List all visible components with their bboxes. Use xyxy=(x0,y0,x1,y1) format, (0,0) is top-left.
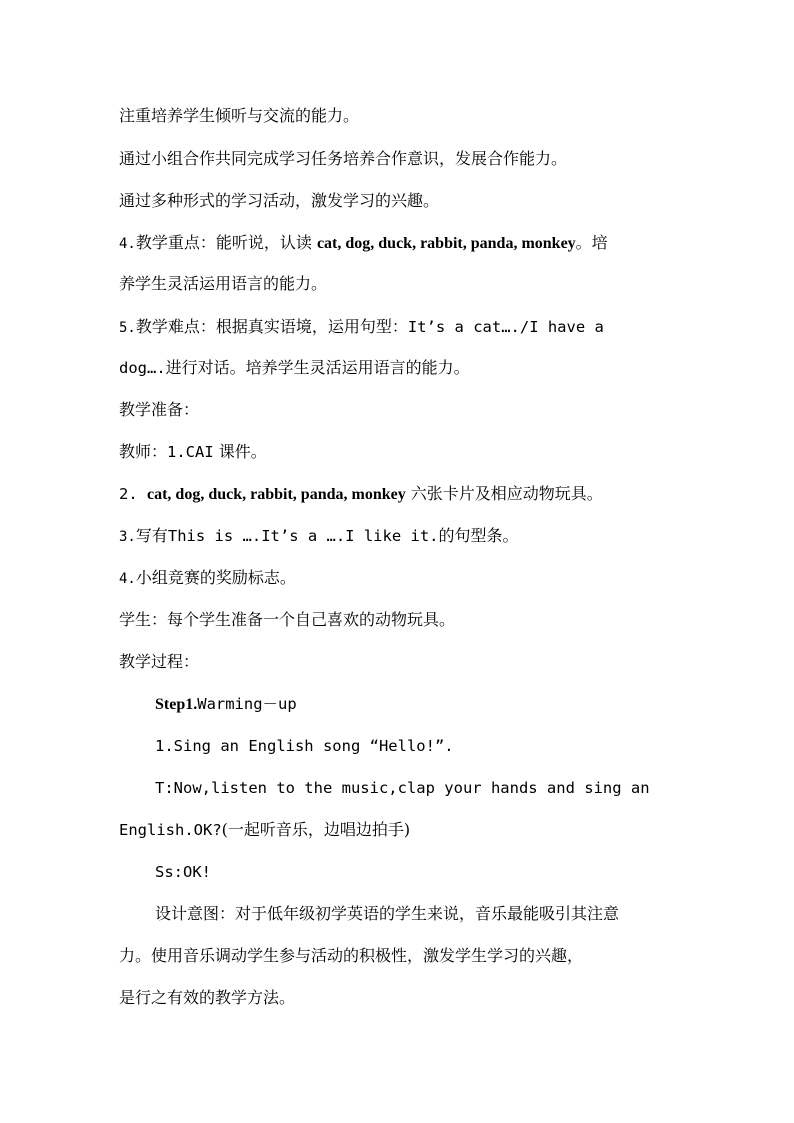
line-text: 教学准备： xyxy=(119,400,200,419)
vocabulary-words: cat, dog, duck, rabbit, panda, monkey xyxy=(147,486,406,503)
line-text: (一起听音乐，边唱边拍手) xyxy=(221,820,411,839)
line-text: 小组竞赛的奖励标志。 xyxy=(135,568,296,587)
line-text: 学生：每个学生准备一个自己喜欢的动物玩具。 xyxy=(119,610,456,629)
vocabulary-words: cat, dog, duck, rabbit, panda, monkey xyxy=(316,235,576,252)
step-title: Warming－up xyxy=(197,695,297,713)
line-text: 课件。 xyxy=(213,442,267,461)
line-text: 进行对话。培养学生灵活运用语言的能力。 xyxy=(165,358,470,377)
text-line-3 xyxy=(119,190,439,212)
line-text: 的句型条。 xyxy=(438,526,519,545)
step1-heading xyxy=(155,693,297,716)
list-number: 2. xyxy=(119,485,147,503)
line-text: 通过多种形式的学习活动，激发学习的兴趣。 xyxy=(119,191,440,210)
reward-line xyxy=(119,567,296,590)
text-line-2 xyxy=(119,148,567,170)
sentence-pattern: dog…. xyxy=(119,359,166,377)
sentence-pattern: This is ….It’s a ….I like it. xyxy=(167,527,439,545)
text-line-1 xyxy=(119,105,359,127)
line-text: 1.Sing an English song “Hello!”. xyxy=(155,737,454,755)
design-intent-cont-1 xyxy=(119,945,583,967)
line-text: 教学重点：能听说，认读 xyxy=(135,233,317,252)
item-text: 1.CAI xyxy=(167,443,214,461)
teacher-speech-cont xyxy=(119,819,410,841)
line-text: T:Now,listen to the music,clap your hands and sing an xyxy=(155,779,650,797)
design-intent-line xyxy=(155,903,619,925)
line-text: 是行之有效的教学方法。 xyxy=(119,988,296,1007)
sentence-pattern: It’s a cat…./I have a xyxy=(407,318,604,336)
text-line-7 xyxy=(119,357,470,379)
text-line-5 xyxy=(119,273,327,295)
line-text: Ss:OK! xyxy=(155,863,211,881)
list-number: 4. xyxy=(119,571,136,587)
line-text: 设计意图：对于低年级初学英语的学生来说，音乐最能吸引其注意 xyxy=(155,904,620,923)
teacher-speech-line xyxy=(155,777,650,799)
teacher-prep-line xyxy=(119,441,267,463)
students-reply-line xyxy=(155,861,211,883)
cards-line xyxy=(119,483,603,506)
preparation-heading xyxy=(119,399,199,421)
list-number: 5. xyxy=(119,320,136,336)
difficulty-line xyxy=(119,316,604,339)
design-intent-cont-2 xyxy=(119,987,295,1009)
list-number: 3. xyxy=(119,529,136,545)
song-line xyxy=(155,735,454,757)
process-heading xyxy=(119,651,199,673)
sentence-strip-line xyxy=(119,525,519,548)
line-text: 教学难点：根据真实语境，运用句型： xyxy=(135,317,408,336)
line-text: 养学生灵活运用语言的能力。 xyxy=(119,274,328,293)
line-text: English.OK? xyxy=(119,821,222,839)
list-number: 4. xyxy=(119,236,136,252)
line-text: 力。使用音乐调动学生参与活动的积极性，激发学生学习的兴趣， xyxy=(119,946,584,965)
step-label: Step1. xyxy=(155,696,198,713)
line-text: 教师： xyxy=(119,442,168,461)
line-text: 教学过程： xyxy=(119,652,200,671)
student-prep-line xyxy=(119,609,455,631)
line-text: 。培 xyxy=(575,233,608,252)
line-text: 六张卡片及相应动物玩具。 xyxy=(405,484,603,503)
line-text: 写有 xyxy=(135,526,168,545)
line-text: 通过小组合作共同完成学习任务培养合作意识，发展合作能力。 xyxy=(119,149,568,168)
line-text: 注重培养学生倾听与交流的能力。 xyxy=(119,106,360,125)
key-points-line xyxy=(119,232,608,255)
